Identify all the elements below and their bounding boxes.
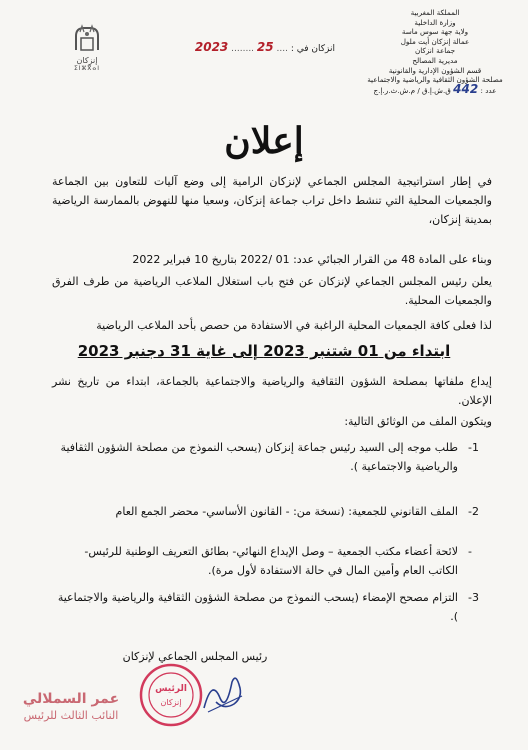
logo-arabic-text: إنزكان: [76, 56, 98, 65]
letterhead-line: عمالة إنزكان أيت ملول: [400, 36, 470, 46]
legal-basis-paragraph: وبناء على المادة 48 من القرار الجبائي عدد: 01 /2022 بتاريخ 10 فبراير 2022: [132, 253, 492, 266]
item-number: 3-: [468, 591, 479, 604]
letterhead-line: قسم الشؤون الإدارية والقانونية: [388, 65, 482, 75]
item-number: -: [468, 545, 472, 558]
stamp-bottom-text: إنزكان: [160, 698, 182, 707]
item-text: طلب موجه إلى السيد رئيس جماعة إنزكان (يسحب النموذج من مصلحة الشؤون الثقافية والرياضية والاجتماعية ).: [60, 441, 458, 473]
item-text: التزام مصحح الإمضاء (يسحب النموذج من مصلحة الشؤون الثقافية والرياضية والاجتماعية ).: [57, 591, 458, 623]
date-day: 25: [256, 40, 274, 54]
reference-number: 442: [453, 81, 479, 96]
intro-paragraph: في إطار استراتيجية المجلس الجماعي لإنزكان الرامية إلى وضع آليات للتعاون بين الجماعة والجمعيات المحلية التي تنشط داخل تراب جماعة إنزكان، وسعيا منها للنهوض بالممارسة الرياضية بمدينة إنزكان،: [52, 175, 492, 226]
commune-logo: [62, 22, 112, 72]
signatory-name-block: [16, 690, 126, 723]
item-number: 1-: [468, 441, 479, 454]
documents-intro: ويتكون الملف من الوثائق التالية:: [344, 415, 492, 428]
signatory-role: النائب الثالث للرئيس: [23, 709, 119, 722]
official-stamp: [138, 662, 204, 732]
date-line: [190, 40, 335, 54]
submission-paragraph: إيداع ملفاتها بمصلحة الشؤون الثقافية والرياضية والاجتماعية بالجماعة، ابتداء من تاريخ نشر الإعلان.: [52, 375, 492, 407]
date-dots: ....: [276, 44, 288, 54]
page-title: إعلان: [224, 120, 304, 162]
reference-code: ق.ش.إ.ق / م.ش.ث.ر.إ.ج: [373, 85, 451, 95]
item-text: لائحة أعضاء مكتب الجمعية – وصل الإيداع النهائي- بطائق التعريف الوطنية للرئيس- الكاتب العام وأمين المال في حالة الاستفادة لأول مرة).: [84, 545, 458, 577]
reference-label: عدد :: [480, 85, 497, 95]
period-highlight: ابتداء من 01 شتنبر 2023 إلى غاية 31 دجنبر 2023: [77, 342, 451, 360]
logo-emblem-icon: [70, 22, 104, 56]
signatory-title: رئيس المجلس الجماعي لإنزكان: [122, 650, 268, 663]
stamp-top-text: الرئيس: [155, 684, 187, 694]
item-text: الملف القانوني للجمعية: (نسخة من: - القانون الأساسي- محضر الجمع العام: [115, 505, 458, 518]
item-number: 2-: [468, 505, 479, 518]
date-dots: ........: [231, 44, 255, 54]
handwritten-signature: [198, 668, 248, 722]
signature-scribble-icon: [198, 668, 248, 718]
letterhead-line: جماعة انزكان: [414, 46, 456, 56]
reference-line: [360, 81, 510, 96]
letterhead-line: ولاية جهة سوس ماسة: [401, 27, 469, 37]
letterhead-line: مديرية المصالح: [412, 55, 458, 65]
letterhead-line: مصلحة الشؤون الثقافية والرياضية والاجتماعية: [367, 75, 503, 85]
call-paragraph: لذا فعلى كافة الجمعيات المحلية الراغبة في الاستفادة من حصص بأحد الملاعب الرياضية: [96, 319, 492, 332]
signatory-name: عمر السملالي: [22, 691, 120, 707]
letterhead-line: المملكة المغربية: [410, 8, 460, 17]
stamp-seal-icon: [138, 662, 204, 728]
date-label: انزكان في :: [290, 44, 335, 54]
announcement-paragraph: يعلن رئيس المجلس الجماعي لإنزكان عن فتح باب استغلال الملاعب الرياضية من طرف الفرق والجمعيات المحلية.: [52, 275, 492, 307]
documents-list: [52, 438, 492, 638]
letterhead: [360, 8, 510, 95]
logo-tifinagh-text: ⵉⵏⵣⴳⴰⵏ: [73, 65, 101, 72]
letterhead-line: وزارة الداخلية: [414, 17, 456, 27]
date-year: 2023: [194, 40, 229, 54]
